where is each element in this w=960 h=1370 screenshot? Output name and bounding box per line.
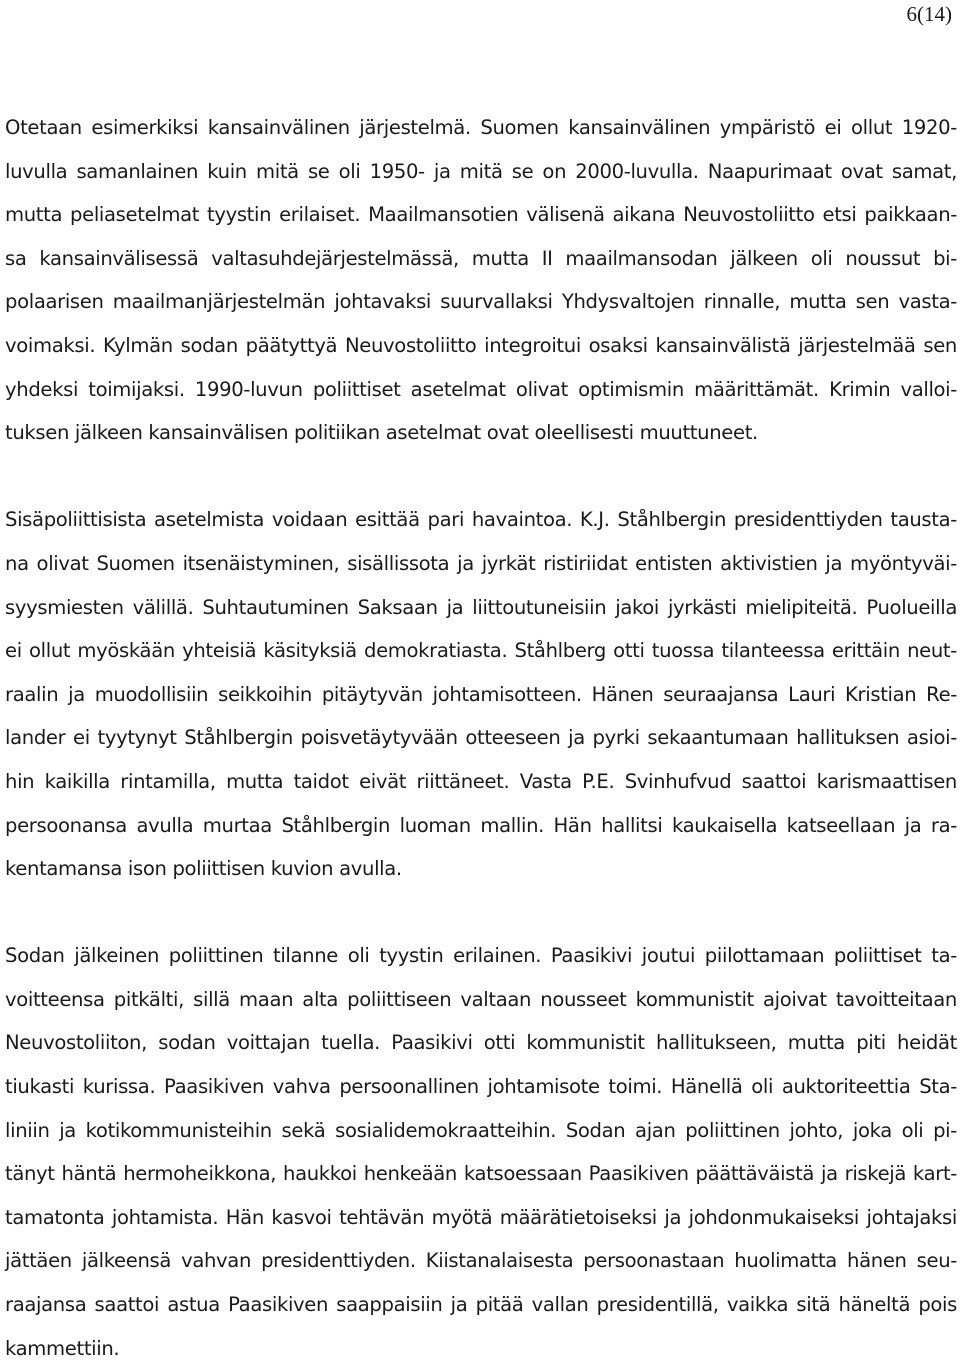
text-line: Sisäpoliittisista asetelmista voidaan esittää pari havaintoa. K.J. Ståhlbergin presidenttiyden tausta- (5, 508, 957, 532)
text-line: jättäen jälkeensä vahvan presidenttiyden. Kiistanalaisesta persoonastaan huolimatta hänen seu- (5, 1249, 957, 1273)
text-line: hin kaikilla rintamilla, mutta taidot eivät riittäneet. Vasta P.E. Svinhufvud saattoi karismaattisen (5, 769, 957, 793)
paragraph-postwar-politics (5, 934, 957, 1370)
paragraph-domestic-politics (5, 498, 957, 890)
text-line: voimaksi. Kylmän sodan päätyttyä Neuvostoliitto integroitui osaksi kansainvälistä järjestelmää sen (5, 333, 957, 357)
text-line: kammettiin. (5, 1336, 120, 1360)
text-line: na olivat Suomen itsenäistyminen, sisällissota ja jyrkät ristiriidat entisten aktivistien ja myöntyväi- (5, 551, 957, 575)
text-line: tamatonta johtamista. Hän kasvoi tehtävän myötä määrätietoiseksi ja johdonmukaiseksi johtajaksi (5, 1205, 957, 1229)
text-line: raalin ja muodollisiin seikkoihin pitäytyvän johtamisotteen. Hänen seuraajansa Lauri Kristian Re- (5, 682, 957, 706)
page-number: 6(14) (906, 2, 952, 26)
text-line: ei ollut myöskään yhteisiä käsityksiä demokratiasta. Ståhlberg otti tuossa tilanteessa erittäin neut- (5, 639, 957, 663)
text-line: lander ei tyytynyt Ståhlbergin poisvetäytyvään otteeseen ja pyrki sekaantumaan hallituksen asioi- (5, 726, 957, 750)
paragraph-international-system (5, 106, 957, 455)
text-line: Otetaan esimerkiksi kansainvälinen järjestelmä. Suomen kansainvälinen ympäristö ei ollut 1920- (5, 116, 957, 139)
text-line: Sodan jälkeinen poliittinen tilanne oli tyystin erilainen. Paasikivi joutui piilottamaan poliittiset ta- (5, 944, 957, 968)
text-line: kentamansa ison poliittisen kuvion avulla. (5, 857, 402, 881)
text-line: liniin ja kotikommunisteihin sekä sosialidemokraatteihin. Sodan ajan poliittinen johto, joka oli pi- (5, 1118, 957, 1142)
document-body (5, 106, 957, 1370)
text-line: sa kansainvälisessä valtasuhdejärjestelmässä, mutta II maailmansodan jälkeen oli noussut bi- (5, 246, 957, 270)
text-line: tänyt häntä hermoheikkona, haukkoi henkeään katsoessaan Paasikiven päättäväistä ja riskejä kart- (5, 1162, 957, 1186)
text-line: syysmiesten välillä. Suhtautuminen Saksaan ja liittoutuneisiin jakoi jyrkästi mielipiteitä. Puolueilla (5, 595, 957, 619)
text-line: raajansa saattoi astua Paasikiven saappaisiin ja pitää vallan presidentillä, vaikka sitä häneltä pois (5, 1293, 957, 1317)
text-line: persoonansa avulla murtaa Ståhlbergin luoman mallin. Hän hallitsi kaukaisella katseellaan ja ra- (5, 813, 957, 837)
text-line: tuksen jälkeen kansainvälisen politiikan asetelmat ovat oleellisesti muuttuneet. (5, 421, 758, 445)
text-line: tiukasti kurissa. Paasikiven vahva persoonallinen johtamisote toimi. Hänellä oli auktoriteettia Sta- (5, 1075, 957, 1099)
text-line: yhdeksi toimijaksi. 1990-luvun poliittiset asetelmat olivat optimismin määrittämät. Krimin valloi- (5, 377, 957, 401)
paragraph-spacer (5, 455, 957, 499)
paragraph-spacer (5, 891, 957, 935)
text-line: luvulla samanlainen kuin mitä se oli 1950- ja mitä se on 2000-luvulla. Naapurimaat ovat samat, (5, 159, 957, 183)
text-line: mutta peliasetelmat tyystin erilaiset. Maailmansotien välisenä aikana Neuvostoliitto etsi paikkaan- (5, 203, 957, 227)
text-line: polaarisen maailmanjärjestelmän johtavaksi suurvallaksi Yhdysvaltojen rinnalle, mutta sen vasta- (5, 290, 957, 314)
text-line: Neuvostoliiton, sodan voittajan tuella. Paasikivi otti kommunistit hallitukseen, mutta piti heidät (5, 1031, 957, 1055)
text-line: voitteensa pitkälti, sillä maan alta poliittiseen valtaan nousseet kommunistit ajoivat tavoitteitaan (5, 987, 957, 1011)
